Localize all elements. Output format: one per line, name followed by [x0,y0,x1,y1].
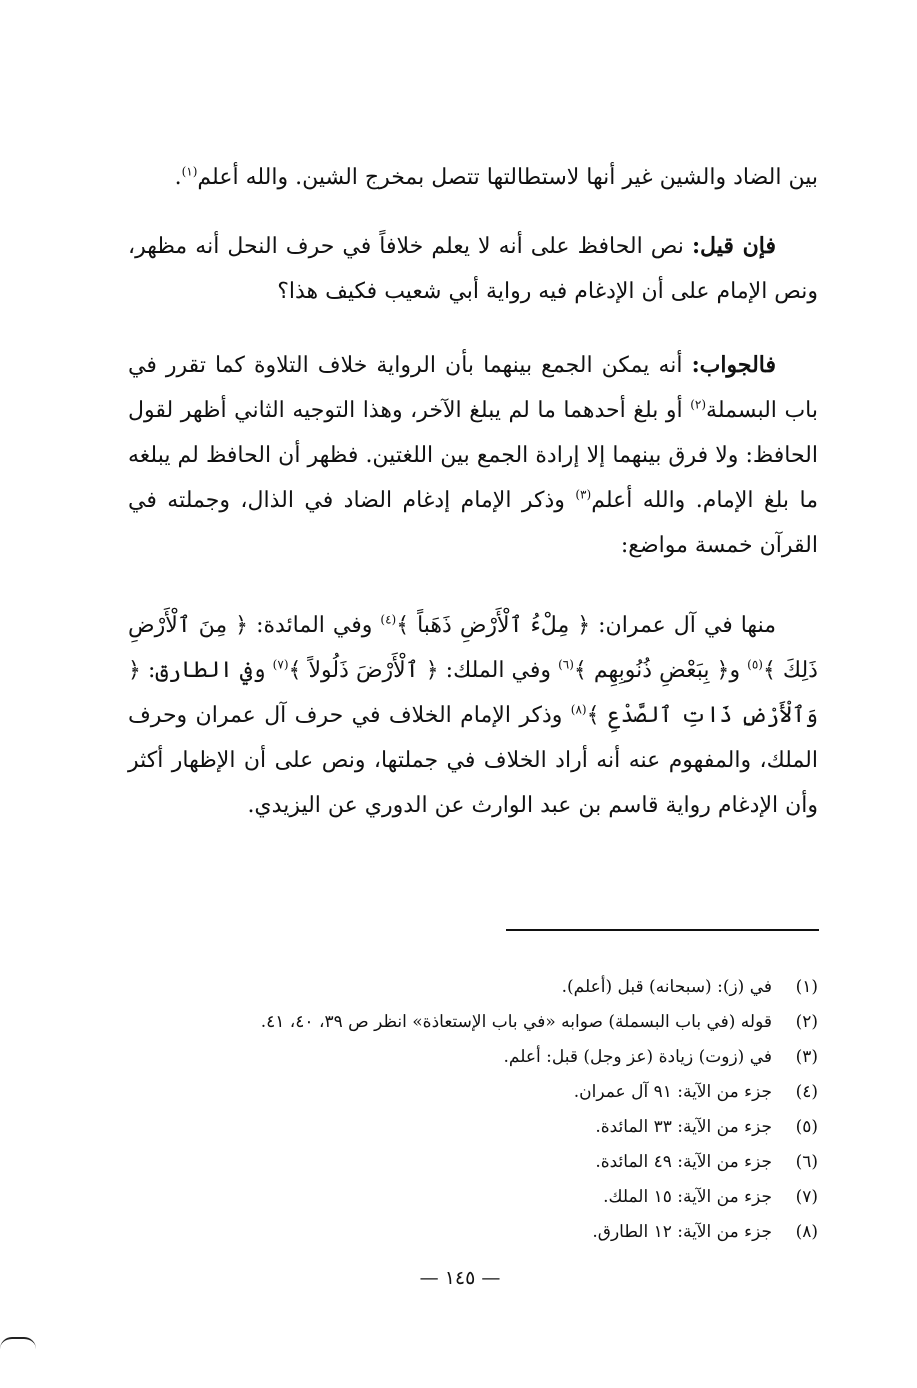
footnote-item [128,1145,818,1180]
footnote-item [128,1180,818,1215]
footnote-number: (٧) [795,1187,818,1207]
footnote-text: جزء من الآية: ١٥ الملك. [603,1187,772,1207]
main-text-block-3 [128,343,818,568]
footnote-number: (٦) [795,1152,818,1172]
footnote-number: (٢) [795,1012,818,1032]
quran-verse-4: ﴿ ٱلْأَرْضَ ذَلُولاً ﴾ [288,658,439,683]
page-number: — ١٤٥ — [419,1267,501,1289]
footnote-text: جزء من الآية: ٣٣ المائدة. [595,1117,772,1137]
footnote-text: في (زوت) زيادة (عز وجل) قبل: أعلم. [503,1047,772,1067]
footnote-text: جزء من الآية: ٩١ آل عمران. [573,1082,772,1102]
paragraph-4-text-b: وفي المائدة: [248,613,381,638]
scan-margin-mark [0,1337,36,1349]
paragraph-3-text-a: أنه يمكن الجمع بينهما بأن الرواية خلاف التلاوة كما تقرر في باب البسملة [128,353,818,423]
paragraph-4-text-a: منها في آل عمران: [590,613,776,638]
footnote-number: (٣) [795,1047,818,1067]
quran-verse-5: ﴿ وَٱلْأَرْضِ ذَاتِ ٱلصَّدْعِ ﴾ [128,658,818,728]
footnote-ref-3: (٣) [575,487,592,502]
footnote-text: قوله (في باب البسملة) صوابه «في باب الإستعاذة» انظر ص ٣٩، ٤٠، ٤١. [260,1012,772,1032]
paragraph-4-text-f: وذكر الإمام الخلاف في حرف آل عمران وحرف الملك، والمفهوم عنه أنه أراد الخلاف في جملتها، ونص على أن الإظهار أكثر وأن الإدغام رواية قاسم بن عبد الوارث عن الدوري عن اليزيدي. [128,703,818,818]
footnote-item [128,1075,818,1110]
footnote-ref-8: (٨) [570,702,587,717]
question-lead: فإن قيل: [691,233,776,259]
footnote-item [128,1215,818,1250]
answer-lead: فالجواب: [691,352,776,378]
paragraph-2 [128,224,818,314]
footnote-text: جزء من الآية: ٤٩ المائدة. [595,1152,772,1172]
quran-verse-1: ﴿ مِلْءُ ٱلْأَرْضِ ذَهَباً ﴾ [396,613,591,638]
paragraph-1-end: . [174,165,182,190]
footnote-ref-5: (٥) [747,657,763,672]
footnote-number: (١) [795,977,818,997]
footnote-number: (٤) [795,1082,818,1102]
main-text-block-1 [128,155,818,200]
paragraph-3-text-b: أو بلغ أحدهما ما لم يبلغ الآخر، وهذا التوجيه الثاني أظهر لقول الحافظ: ولا فرق بينهما إلا إرادة الجمع بين اللغتين. فظهر أن الحافظ لم يبلغه ما بلغ الإمام. والله أعلم [128,398,818,513]
footnote-item [128,970,818,1005]
paragraph-3-text-c: وذكر الإمام إدغام الضاد في الذال، وجملته في القرآن خمسة مواضع: [128,488,818,558]
quran-verse-2: ﴿ مِنَ ٱلْأَرْضِ ذَلِكَ ﴾ [128,613,818,683]
paragraph-1-text: بين الضاد والشين غير أنها لاستطالتها تتصل بمخرج الشين. والله أعلم [197,165,818,190]
footnote-item [128,1005,818,1040]
footnote-text: جزء من الآية: ١٢ الطارق. [592,1222,772,1242]
footnote-number: (٥) [795,1117,818,1137]
footnote-text: في (ز): (سبحانه) قبل (أعلم). [561,977,772,997]
footnote-item [128,1040,818,1075]
paragraph-4-text-d: وفي الملك: [438,658,559,683]
footnote-ref-1: (١) [181,164,198,179]
paragraph-4 [128,603,818,828]
main-text-block-4 [128,603,818,828]
main-text-block-2 [128,224,818,314]
footnote-number: (٨) [795,1222,818,1242]
quran-verse-3: ﴿ بِبَعْضِ ذُنُوبِهِم ﴾ [573,658,730,683]
footnotes-list [128,970,818,1250]
footnote-item [128,1110,818,1145]
footnote-ref-7: (٧) [272,657,289,672]
footnote-ref-6: (٦) [558,657,574,672]
footnote-separator [506,929,819,931]
paragraph-4-text-e: وفي الطارق: [140,658,273,683]
paragraph-4-text-c: و [729,658,748,683]
paragraph-1 [128,155,818,200]
paragraph-2-text: نص الحافظ على أنه لا يعلم خلافاً في حرف النحل أنه مظهر، ونص الإمام على أن الإدغام فيه رواية أبي شعيب فكيف هذا؟ [128,234,818,304]
paragraph-3 [128,343,818,568]
footnote-ref-2: (٢) [690,397,707,412]
footnote-ref-4: (٤) [380,612,397,627]
